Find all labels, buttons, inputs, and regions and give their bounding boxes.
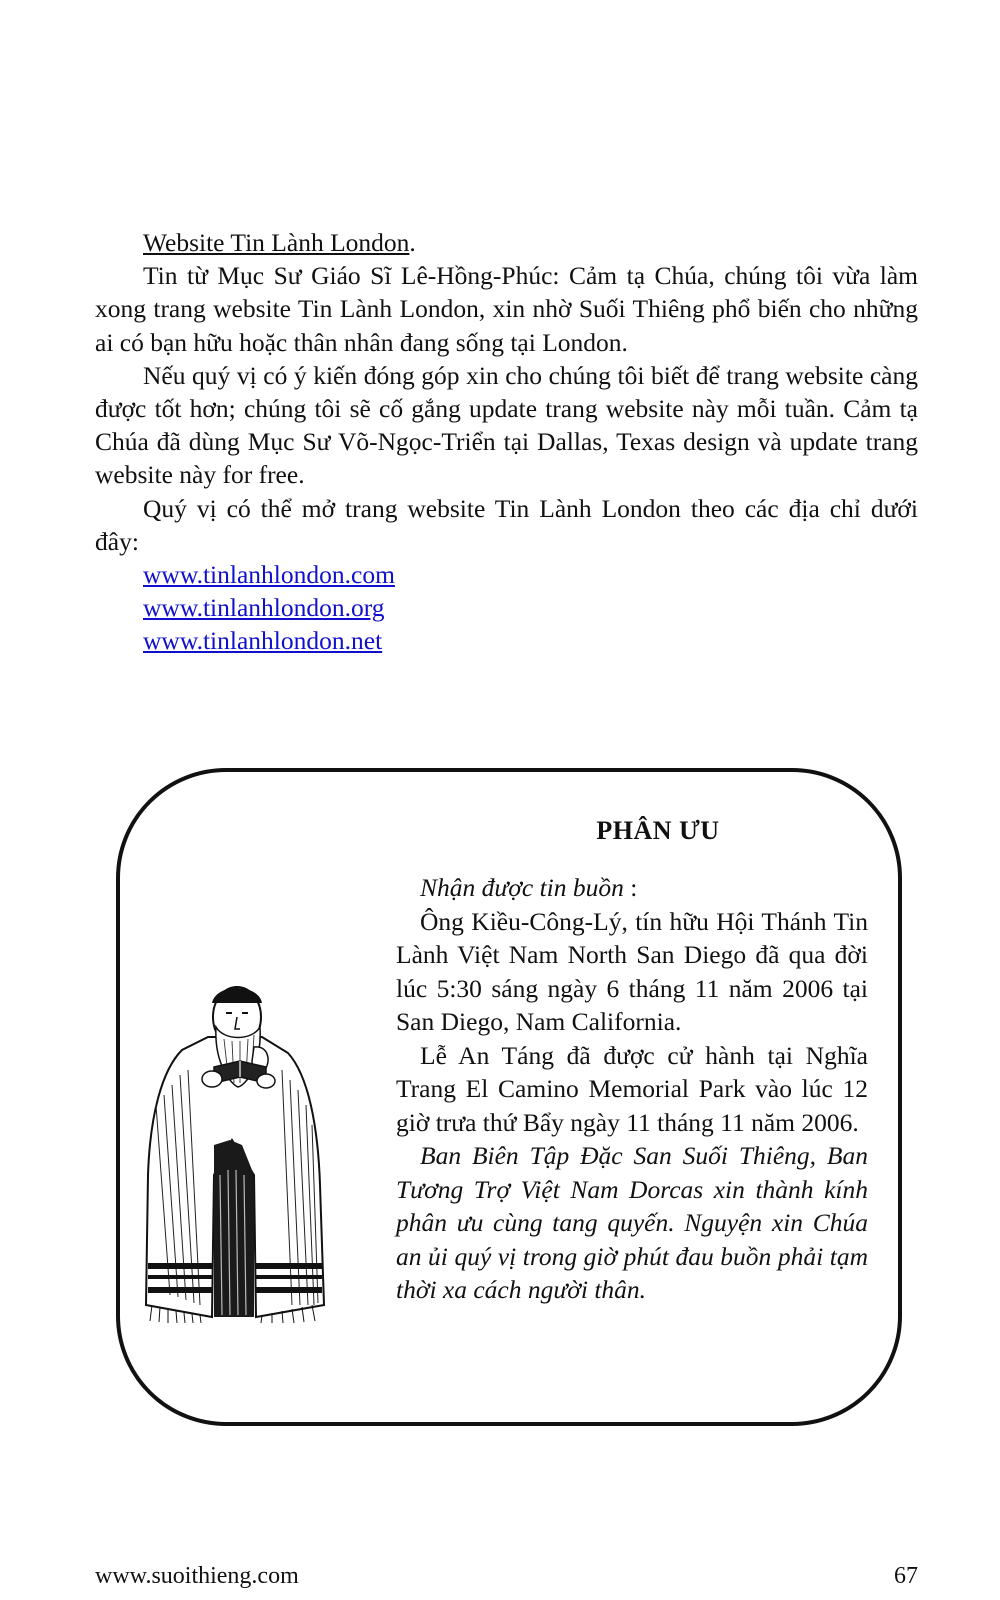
article-heading-suffix: . [409, 228, 416, 257]
condolence-paragraph-3: Ban Biên Tập Đặc San Suối Thiêng, Ban Tương Trợ Việt Nam Dorcas xin thành kính phân ưu cùng tang quyến. Nguyện xin Chúa an ủi quý vị trong giờ phút đau buồn phải tạm thời xa cách người thân. [396, 1141, 868, 1304]
condolence-paragraph-1: Ông Kiều-Công-Lý, tín hữu Hội Thánh Tin Lành Việt Nam North San Diego đã qua đời lúc 5:30 sáng ngày 6 tháng 11 năm 2006 tại San Diego, Nam California. [396, 906, 868, 1036]
condolence-lead-suffix: : [623, 873, 638, 902]
link-tinlanhlondon-org[interactable]: www.tinlanhlondon.org [143, 593, 385, 623]
link-tinlanhlondon-net[interactable]: www.tinlanhlondon.net [143, 626, 383, 656]
condolence-paragraph-2: Lễ An Táng đã được cử hành tại Nghĩa Trang El Camino Memorial Park vào lúc 12 giờ trưa thứ Bẩy ngày 11 tháng 11 năm 2006. [396, 1040, 868, 1137]
condolence-lead [396, 871, 868, 905]
condolence-box [116, 768, 902, 1426]
condolence-text [396, 871, 868, 1307]
footer-website: www.suoithieng.com [95, 1563, 299, 1589]
article-body [95, 226, 918, 658]
article-heading-text: Website Tin Lành London [143, 228, 410, 257]
article-paragraph-2: Nếu quý vị có ý kiến đóng góp xin cho chúng tôi biết để trang website càng được tốt hơn; chúng tôi sẽ cố gắng update trang website này mỗi tuần. Cảm tạ Chúa đã dùng Mục Sư Võ-Ngọc-Triển tại Dallas, Texas design và update trang website này for free. [95, 360, 918, 490]
article-paragraph-3: Quý vị có thể mở trang website Tin Lành London theo các địa chỉ dưới đây: [95, 493, 918, 556]
praying-man-illustration [142, 975, 328, 1325]
condolence-lead-text: Nhận được tin buồn [420, 873, 624, 902]
article-paragraph-1: Tin từ Mục Sư Giáo Sĩ Lê-Hồng-Phúc: Cảm tạ Chúa, chúng tôi vừa làm xong trang website Tin Lành London, xin nhờ Suối Thiêng phổ biến cho những ai có bạn hữu hoặc thân nhân đang sống tại London. [95, 261, 918, 357]
condolence-title: PHÂN ƯU [596, 816, 720, 845]
link-tinlanhlondon-com[interactable]: www.tinlanhlondon.com [143, 560, 395, 590]
page-number: 67 [894, 1563, 918, 1589]
article-heading [95, 226, 918, 259]
website-links [95, 558, 918, 658]
